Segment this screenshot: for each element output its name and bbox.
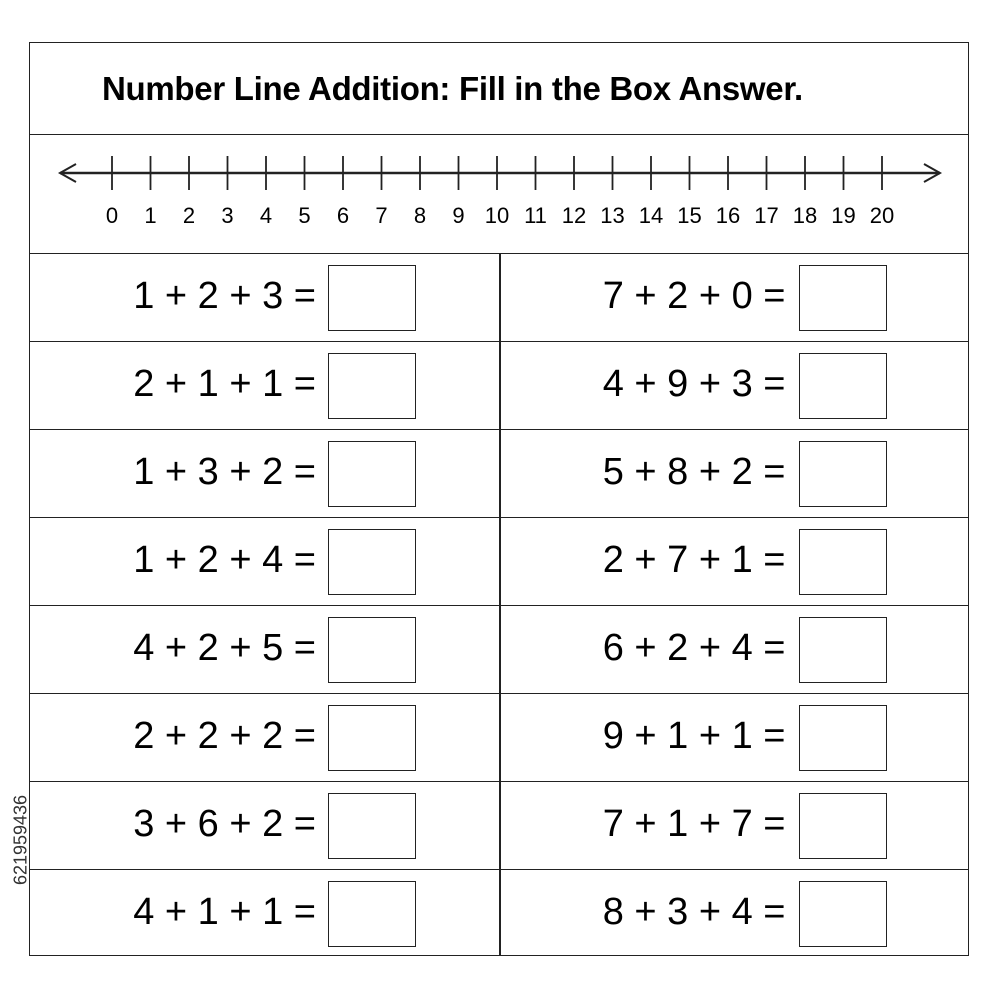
- answer-box[interactable]: [328, 617, 416, 683]
- answer-box[interactable]: [799, 441, 887, 507]
- problem-expression: 7 + 1 + 7 =: [602, 803, 786, 845]
- number-line-label: 17: [754, 203, 779, 228]
- answer-box[interactable]: [799, 353, 887, 419]
- problem-row: [30, 870, 499, 958]
- number-line-label: 6: [336, 203, 350, 228]
- problem-row: [501, 870, 969, 958]
- answer-box[interactable]: [799, 617, 887, 683]
- answer-box[interactable]: [799, 705, 887, 771]
- problem-row: [501, 254, 969, 342]
- problem-row: [30, 342, 499, 430]
- answer-box[interactable]: [799, 793, 887, 859]
- problem-row: [501, 694, 969, 782]
- number-line-label: 4: [259, 203, 273, 228]
- problem-row: [30, 518, 499, 606]
- problem-row: [30, 694, 499, 782]
- number-line-label: 10: [484, 203, 510, 228]
- number-line-label: 15: [677, 203, 702, 228]
- number-line-label: 19: [831, 203, 856, 228]
- title-row: [30, 43, 968, 135]
- problem-row: [501, 430, 969, 518]
- answer-box[interactable]: [328, 881, 416, 947]
- problem-row: [501, 518, 969, 606]
- number-line-label: 5: [298, 203, 311, 228]
- problem-row: [30, 606, 499, 694]
- problem-expression: 2 + 1 + 1 =: [133, 363, 316, 405]
- number-line-label: 13: [600, 203, 625, 228]
- problem-row: [30, 430, 499, 518]
- number-line-label: 11: [524, 203, 547, 228]
- problem-expression: 1 + 2 + 4 =: [133, 539, 316, 581]
- problem-expression: 7 + 2 + 0 =: [602, 275, 786, 317]
- number-line-row: [30, 135, 968, 254]
- answer-box[interactable]: [799, 881, 887, 947]
- answer-box[interactable]: [328, 441, 416, 507]
- problem-expression: 9 + 1 + 1 =: [602, 715, 786, 757]
- watermark-id: 621959436: [10, 794, 31, 886]
- number-line-label: 7: [375, 203, 388, 228]
- problem-expression: 4 + 9 + 3 =: [602, 363, 786, 405]
- number-line-label: 0: [105, 203, 119, 228]
- number-line: [30, 135, 967, 252]
- problem-expression: 3 + 6 + 2 =: [133, 803, 316, 845]
- problem-row: [501, 606, 969, 694]
- number-line-label: 8: [413, 203, 427, 228]
- number-line-label: 12: [561, 203, 587, 228]
- watermark: [8, 760, 34, 920]
- problem-grid: [30, 254, 968, 955]
- problem-row: [501, 782, 969, 870]
- problem-expression: 5 + 8 + 2 =: [602, 451, 786, 493]
- problem-expression: 1 + 2 + 3 =: [133, 275, 316, 317]
- problem-expression: 4 + 1 + 1 =: [133, 891, 316, 933]
- answer-box[interactable]: [328, 265, 416, 331]
- problem-expression: 8 + 3 + 4 =: [602, 891, 786, 933]
- answer-box[interactable]: [328, 793, 416, 859]
- problem-expression: 2 + 2 + 2 =: [133, 715, 316, 757]
- number-line-label: 9: [452, 203, 465, 228]
- worksheet: [29, 42, 969, 956]
- problem-expression: 2 + 7 + 1 =: [602, 539, 786, 581]
- problem-expression: 4 + 2 + 5 =: [133, 627, 316, 669]
- number-line-label: 14: [638, 203, 664, 228]
- page-title: Number Line Addition: Fill in the Box Answer.: [102, 70, 803, 107]
- number-line-label: 20: [869, 203, 895, 228]
- answer-box[interactable]: [328, 705, 416, 771]
- answer-box[interactable]: [799, 265, 887, 331]
- answer-box[interactable]: [799, 529, 887, 595]
- number-line-label: 3: [221, 203, 234, 228]
- problem-row: [501, 342, 969, 430]
- problem-expression: 1 + 3 + 2 =: [133, 451, 316, 493]
- problem-row: [30, 782, 499, 870]
- number-line-label: 18: [792, 203, 818, 228]
- number-line-label: 1: [144, 203, 157, 228]
- answer-box[interactable]: [328, 529, 416, 595]
- problem-row: [30, 254, 499, 342]
- problem-expression: 6 + 2 + 4 =: [602, 627, 786, 669]
- answer-box[interactable]: [328, 353, 416, 419]
- number-line-label: 2: [182, 203, 196, 228]
- number-line-label: 16: [715, 203, 741, 228]
